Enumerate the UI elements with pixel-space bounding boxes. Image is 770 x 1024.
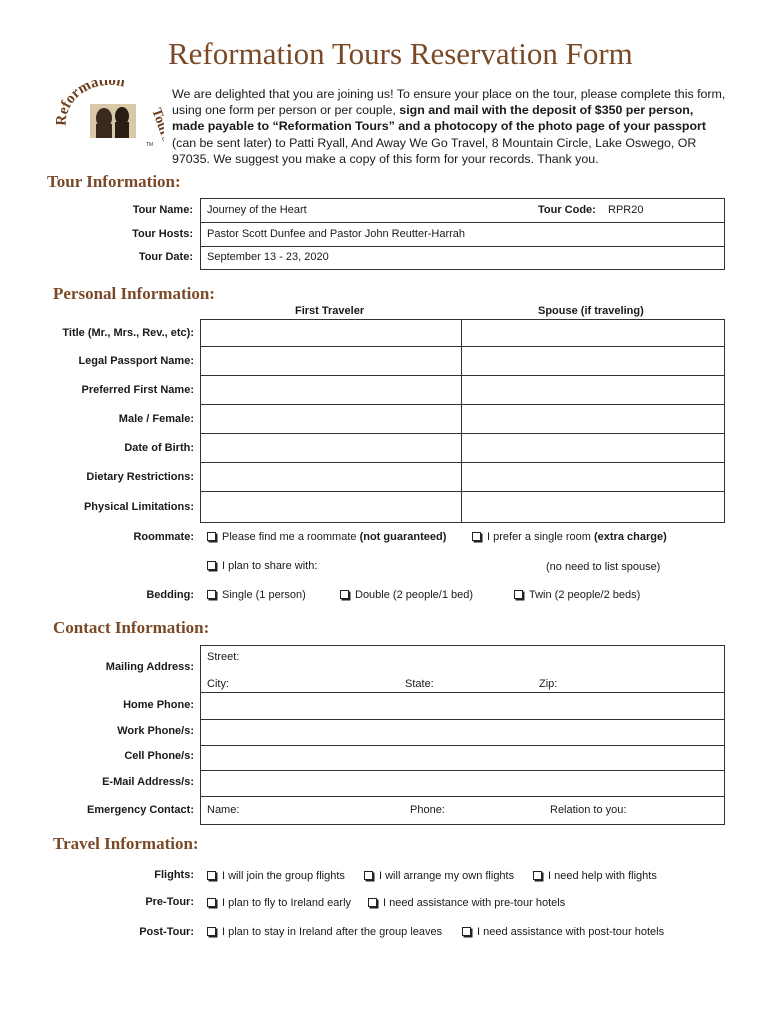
physical-label: Physical Limitations: <box>83 501 194 513</box>
logo-tm: TM <box>146 142 154 148</box>
option-label: I will arrange my own flights <box>379 870 515 882</box>
checkbox-icon[interactable] <box>340 590 349 599</box>
checkbox-icon[interactable] <box>533 871 542 880</box>
preferred-name-first-input[interactable] <box>201 376 460 404</box>
emergency-contact-label: Emergency Contact: <box>87 804 194 816</box>
passport-name-first-input[interactable] <box>201 347 460 375</box>
option-label: Please find me a roommate <box>222 531 360 543</box>
tour-code-label: Tour Code: <box>538 204 596 216</box>
checkbox-icon[interactable] <box>462 927 471 936</box>
tour-hosts-label: Tour Hosts: <box>132 228 193 240</box>
first-traveler-header: First Traveler <box>295 305 365 317</box>
option-label: I need assistance with pre-tour hotels <box>383 897 566 909</box>
roommate-option-single[interactable] <box>472 531 667 543</box>
preferred-name-spouse-input[interactable] <box>462 376 724 404</box>
passport-name-spouse-input[interactable] <box>462 347 724 375</box>
option-label: Single (1 person) <box>222 589 306 601</box>
option-label-bold: (extra charge) <box>594 531 667 543</box>
personal-info-heading: Personal Information: <box>53 284 215 303</box>
dob-first-input[interactable] <box>201 434 460 462</box>
work-phone-label: Work Phone/s: <box>117 725 194 737</box>
intro-text-2: (can be sent later) to Patti Ryall, And Away We Go Travel, 8 Mountain Circle, Lake Oswego, OR 97035. We suggest you make a copy of this form for your records. Thank you. <box>172 135 697 166</box>
checkbox-icon[interactable] <box>514 590 523 599</box>
option-label: I prefer a single room <box>487 531 594 543</box>
page-title: Reformation Tours Reservation Form <box>168 36 633 71</box>
checkbox-icon[interactable] <box>207 561 216 570</box>
flights-option-own[interactable] <box>364 870 514 882</box>
flights-option-group[interactable] <box>207 870 345 882</box>
divider <box>200 246 725 247</box>
intro-text-1: We are delighted that you are joining us! To ensure your place on the tour, please complete this form, using one form per person or per couple, <box>172 87 726 118</box>
checkbox-icon[interactable] <box>364 871 373 880</box>
tour-info-heading: Tour Information: <box>47 172 181 191</box>
post-tour-option-hotels[interactable] <box>462 926 664 938</box>
dietary-spouse-input[interactable] <box>462 463 724 491</box>
option-label: Twin (2 people/2 beds) <box>529 589 641 601</box>
logo-text-top: eformation <box>56 80 127 117</box>
post-tour-label: Post-Tour: <box>139 926 194 938</box>
preferred-name-label: Preferred First Name: <box>81 384 194 396</box>
physical-spouse-input[interactable] <box>462 492 724 522</box>
emergency-contact-input[interactable] <box>201 797 724 824</box>
gender-spouse-input[interactable] <box>462 405 724 433</box>
checkbox-icon[interactable] <box>472 532 481 541</box>
emergency-phone-label: Phone: <box>410 804 445 816</box>
tour-code-value: RPR20 <box>608 204 644 216</box>
street-label: Street: <box>207 651 240 663</box>
share-note: (no need to list spouse) <box>546 561 661 573</box>
gender-label: Male / Female: <box>118 413 194 425</box>
cell-phone-input[interactable] <box>201 746 724 770</box>
bedding-option-double[interactable] <box>340 589 473 601</box>
email-input[interactable] <box>201 771 724 796</box>
reformation-tours-logo <box>56 80 164 150</box>
option-label: I need assistance with post-tour hotels <box>477 926 665 938</box>
state-label: State: <box>405 678 434 690</box>
dob-spouse-input[interactable] <box>462 434 724 462</box>
bedding-option-twin[interactable] <box>514 589 640 601</box>
roommate-option-find[interactable] <box>207 531 446 543</box>
option-label: Double (2 people/1 bed) <box>355 589 474 601</box>
spouse-header: Spouse (if traveling) <box>538 305 644 317</box>
dietary-label: Dietary Restrictions: <box>86 471 194 483</box>
physical-first-input[interactable] <box>201 492 460 522</box>
home-phone-input[interactable] <box>201 693 724 719</box>
email-label: E-Mail Address/s: <box>102 776 194 788</box>
option-label: I will join the group flights <box>222 870 345 882</box>
mailing-address-input[interactable] <box>201 646 724 692</box>
intro-paragraph <box>172 86 728 167</box>
logo-text-right: Tours <box>148 106 164 144</box>
checkbox-icon[interactable] <box>207 898 216 907</box>
gender-first-input[interactable] <box>201 405 460 433</box>
bedding-option-single[interactable] <box>207 589 306 601</box>
pre-tour-option-early[interactable] <box>207 897 351 909</box>
option-label: I need help with flights <box>548 870 657 882</box>
option-label: I plan to fly to Ireland early <box>222 897 352 909</box>
option-label: I plan to stay in Ireland after the group leaves <box>222 926 443 938</box>
dietary-first-input[interactable] <box>201 463 460 491</box>
pre-tour-option-hotels[interactable] <box>368 897 565 909</box>
flights-label: Flights: <box>154 869 194 881</box>
cell-phone-label: Cell Phone/s: <box>124 750 194 762</box>
tour-hosts-value: Pastor Scott Dunfee and Pastor John Reutter-Harrah <box>207 228 466 240</box>
bedding-label: Bedding: <box>146 589 194 601</box>
title-first-input[interactable] <box>201 320 460 346</box>
divider <box>200 222 725 223</box>
tour-date-value: September 13 - 23, 2020 <box>207 251 329 263</box>
checkbox-icon[interactable] <box>207 532 216 541</box>
work-phone-input[interactable] <box>201 720 724 745</box>
travel-info-heading: Travel Information: <box>53 834 199 853</box>
checkbox-icon[interactable] <box>368 898 377 907</box>
option-label: I plan to share with: <box>222 560 318 572</box>
checkbox-icon[interactable] <box>207 927 216 936</box>
passport-name-label: Legal Passport Name: <box>78 355 194 367</box>
checkbox-icon[interactable] <box>207 871 216 880</box>
title-spouse-input[interactable] <box>462 320 724 346</box>
contact-info-heading: Contact Information: <box>53 618 210 637</box>
dob-label: Date of Birth: <box>124 442 194 454</box>
post-tour-option-stay[interactable] <box>207 926 442 938</box>
roommate-label: Roommate: <box>133 531 194 543</box>
roommate-option-share[interactable] <box>207 560 317 572</box>
city-label: City: <box>207 678 229 690</box>
mailing-address-label: Mailing Address: <box>105 661 194 673</box>
flights-option-help[interactable] <box>533 870 657 882</box>
home-phone-label: Home Phone: <box>123 699 194 711</box>
checkbox-icon[interactable] <box>207 590 216 599</box>
emergency-name-label: Name: <box>207 804 240 816</box>
tour-date-label: Tour Date: <box>138 251 193 263</box>
zip-label: Zip: <box>539 678 558 690</box>
title-label: Title (Mr., Mrs., Rev., etc): <box>62 327 194 339</box>
tour-name-label: Tour Name: <box>132 204 193 216</box>
emergency-relation-label: Relation to you: <box>550 804 627 816</box>
option-label-bold: (not guaranteed) <box>359 531 447 543</box>
tour-name-value: Journey of the Heart <box>207 204 307 216</box>
intro-text-bold: sign and mail with the deposit of $350 per person, made payable to “Reformation Tours” and a photocopy of the photo page of your passport <box>172 103 706 134</box>
pre-tour-label: Pre-Tour: <box>145 896 194 908</box>
